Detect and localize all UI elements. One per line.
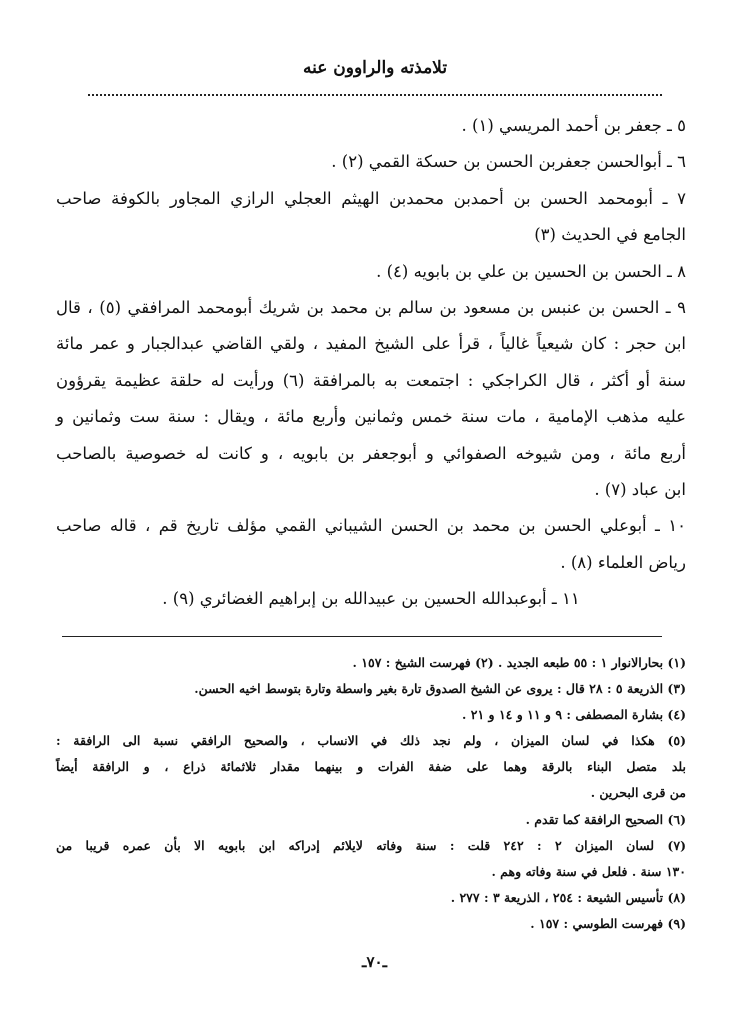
entry-7-line-2: الجامع في الحديث (٣) [534, 225, 686, 245]
footnote-7-line-2: ١٣٠ سنة . فلعل في سنة وفاته وهم . [491, 863, 686, 879]
entry-9-line-6: ابن عباد (٧) . [594, 480, 686, 500]
footnote-3: (٣) الذريعة ٥ : ٢٨ قال : يروى عن الشيخ الصدوق تارة بغير واسطة وتارة بتوسط اخيه الحسن. [194, 681, 686, 697]
footnote-5-line-3: من قرى البحرين . [590, 785, 686, 801]
footnote-9: (٩) فهرست الطوسي : ١٥٧ . [530, 915, 686, 931]
entry-9-line-2: ابن حجر : كان شيعياً غالياً ، قرأ على الشيخ المفيد ، ولقي القاضي عبدالجبار و عمر مائة [56, 334, 686, 354]
entry-5: ٥ ـ جعفر بن أحمد المريسي (١) . [461, 116, 686, 135]
entry-9-line-1: ٩ ـ الحسن بن عنبس بن مسعود بن سالم بن محمد بن شريك أبومحمد المرافقي (٥) ، قال [56, 298, 687, 318]
entry-9-line-4: عليه مذهب الإمامية ، مات سنة خمس وثمانين وأربع مائة ، ويقال : سنة ست وثمانين و [56, 407, 686, 427]
footnote-4: (٤) بشارة المصطفى : ٩ و ١١ و ١٤ و ٢١ . [462, 707, 686, 723]
entry-6: ٦ ـ أبوالحسن جعفربن الحسن بن حسكة القمي (٢) . [331, 152, 686, 172]
main-text [56, 108, 686, 618]
footnote-8: (٨) تأسيس الشيعة : ٢٥٤ ، الذريعة ٣ : ٢٧٧ . [450, 889, 686, 905]
entry-9-line-5: أربع مائة ، ومن شيوخه الصفوائي و أبوجعفر بن بابويه ، و كانت له خصوصية بالصاحب [56, 443, 686, 463]
entry-11: ١١ ـ أبوعبدالله الحسين بن عبيدالله بن إبراهيم الغضائري (٩) . [162, 589, 580, 609]
footnote-1-2: (١) بحارالانوار ١ : ٥٥ طبعه الجديد . (٢) فهرست الشيخ : ١٥٧ . [352, 655, 686, 670]
entry-7-line-1: ٧ ـ أبومحمد الحسن بن أحمدبن محمدبن الهيثم العجلي الرازي المجاور بالكوفة صاحب [56, 188, 686, 208]
entry-9-line-3: سنة أو أكثر ، قال الكراجكي : اجتمعت به بالمرافقة (٦) ورأيت له حلقة عظيمة يقرؤون [56, 370, 687, 390]
entry-8: ٨ ـ الحسن بن الحسين بن علي بن بابويه (٤) . [376, 261, 686, 281]
running-header: تلامذته والراوون عنه [302, 58, 448, 78]
entry-10-line-2: رياض العلماء (٨) . [560, 552, 686, 572]
footnote-5-line-2: بلد متصل البناء بالرقة وهما على ضفة الفرات و بينهما مقدار ثلاثمائة ذراع ، و الرافقة أيضاً [56, 759, 686, 775]
footnote-6: (٦) الصحيح الرافقة كما تقدم . [525, 811, 686, 827]
footnote-7-line-1: (٧) لسان الميزان ٢ : ٢٤٢ قلت : سنة وفاته لايلائم إدراكه ابن بابويه الا بأن عمره قريبا من [56, 837, 686, 853]
footnotes [56, 650, 686, 937]
header-dotted-rule [88, 94, 662, 96]
footnote-5-line-1: (٥) هكذا في لسان الميزان ، ولم نجد ذلك في الانساب ، والصحيح الرافقي نسبة الى الرافقة : [56, 733, 686, 749]
entry-10-line-1: ١٠ ـ أبوعلي الحسن بن محمد بن الحسن الشيباني القمي مؤلف تاريخ قم ، قاله صاحب [56, 516, 686, 536]
footnote-rule [62, 636, 662, 637]
page-number: ـ٧٠ـ [362, 953, 387, 971]
